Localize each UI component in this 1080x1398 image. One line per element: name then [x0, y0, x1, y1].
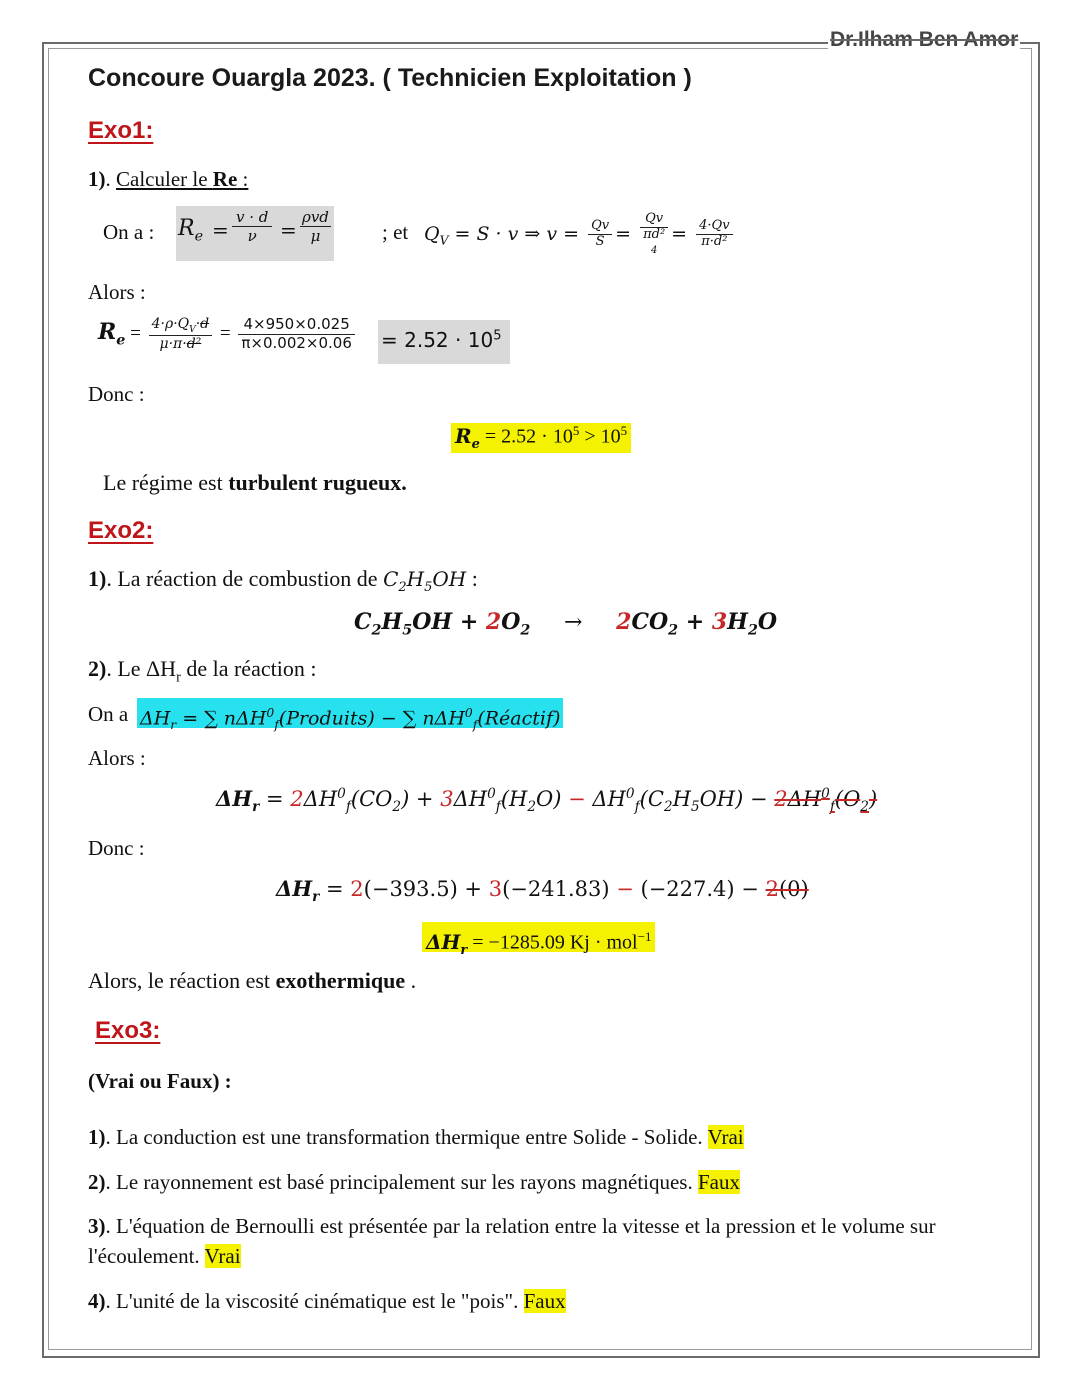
- true-false-item-3-continued: l'écoulement. Vrai: [88, 1244, 241, 1268]
- reynolds-definition-box: $R_e$ = v · d ν = ρvd μ: [176, 206, 334, 261]
- regime-conclusion: Le régime est turbulent rugueux.: [103, 470, 407, 495]
- on-a-label-1: On a :: [103, 220, 155, 244]
- on-a-label-2: On a: [88, 702, 129, 726]
- enthalpy-expansion: $\Delta H_r = 2\Delta H^0_f(CO_2) + 3\Delta H^0_f(H_2O) - \Delta H^0_f(C_2H_5OH) - 2\Delta H^0_f(O_2)$: [216, 786, 878, 816]
- enthalpy-formula: $\Delta H_r$ = ∑ nΔH$^0_f$(Produits) − ∑ nΔH$^0_f$(Réactif): [137, 698, 563, 728]
- alors-label-1: Alors :: [88, 280, 146, 304]
- answer-badge: Faux: [523, 1289, 566, 1313]
- combustion-equation: $C_2H_5OH + 2O_2 \to 2CO_2 + 3H_2O$: [354, 609, 778, 639]
- donc-label-2: Donc :: [88, 836, 145, 860]
- reynolds-result-box: = $2.52 \cdot 10^5$: [378, 320, 510, 364]
- exo1-heading: Exo1:: [88, 117, 154, 144]
- exo3-heading: Exo3:: [95, 1017, 161, 1044]
- enthalpy-numeric: $\Delta H_r = 2(-393.5) + 3(-241.83) - (-227.4) - 2(0)$: [276, 876, 809, 906]
- answer-badge: Vrai: [707, 1125, 744, 1149]
- alors-label-2: Alors :: [88, 746, 146, 770]
- document-title: Concoure Ouargla 2023. ( Technicien Exploitation ): [88, 64, 692, 92]
- exothermic-conclusion: Alors, le réaction est exothermique .: [88, 968, 417, 993]
- reynolds-numeric-calculation: $R_e$ = $\frac{4\cdot\rho\cdot Q_V\cdot d}{\text{μ·π·d²}}$ = $\frac{4\times 950\times 0.025}{\pi\times 0.002\times 0.06}$: [98, 316, 358, 352]
- true-false-item-2: 2). Le rayonnement est basé principalement sur les rayons magnétiques. Faux: [88, 1170, 740, 1194]
- exo1-question-1: 1). Calculer le Re :: [88, 167, 249, 191]
- exo2-heading: Exo2:: [88, 517, 154, 544]
- reynolds-final-highlight: $R_e = 2.52 \cdot 10^5 > 10^5$: [451, 423, 631, 453]
- true-false-item-3: 3). L'équation de Bernoulli est présentée par la relation entre la vitesse et la pression et le volume sur: [88, 1214, 936, 1238]
- exo2-question-1: 1). La réaction de combustion de $C_2H_5OH$ :: [88, 566, 478, 595]
- answer-badge: Faux: [697, 1170, 740, 1194]
- et-label: ; et: [382, 220, 409, 244]
- donc-label-1: Donc :: [88, 382, 145, 406]
- flow-rate-formula: $Q_V = S \cdot v$ ⇒ v = $\frac{Qv}{S}$ = Qv πd² 4 = $\frac{4\cdot Qv}{\text{π·d²}}$: [424, 212, 736, 258]
- true-false-item-1: 1). La conduction est une transformation thermique entre Solide - Solide. Vrai: [88, 1125, 744, 1149]
- true-false-item-4: 4). L'unité de la viscosité cinématique est le "pois". Faux: [88, 1289, 566, 1313]
- answer-badge: Vrai: [204, 1244, 241, 1268]
- exo3-subtitle: (Vrai ou Faux) :: [88, 1069, 232, 1093]
- author-name: Dr.Ilham Ben Amor: [830, 28, 1019, 51]
- exo2-question-2: 2). Le $\Delta H_r$ de la réaction :: [88, 656, 317, 686]
- enthalpy-result-highlight: $\Delta H_r = -1285.09$ Kj · mol$^{-1}$: [422, 922, 655, 952]
